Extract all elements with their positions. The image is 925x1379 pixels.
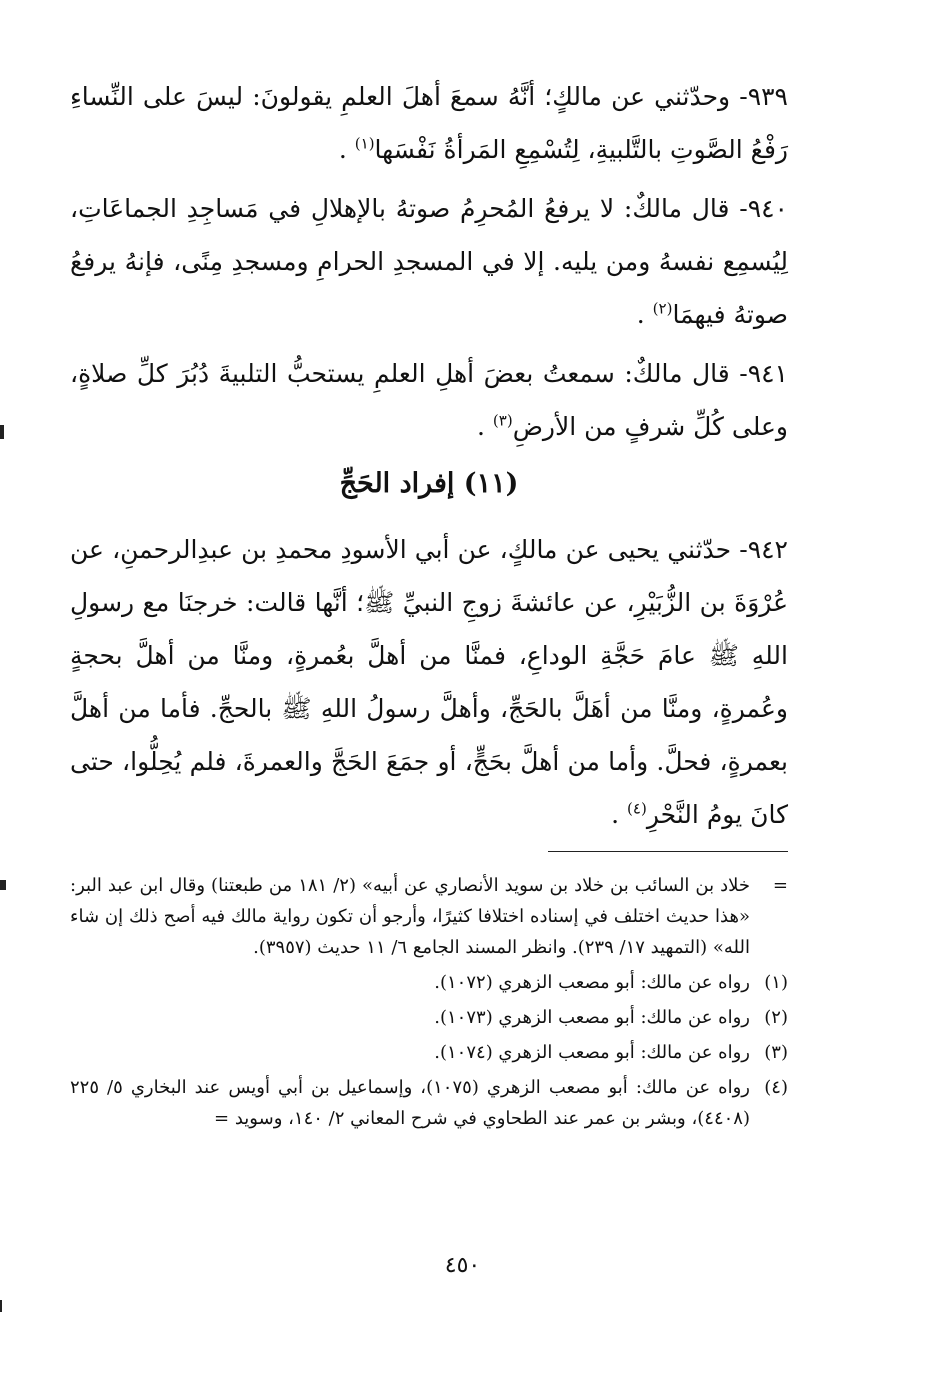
scan-edge-mark — [0, 425, 4, 439]
footnote-reference[interactable]: (٣) — [492, 411, 513, 430]
footnote-continuation — [70, 870, 788, 963]
paragraph-end: . — [636, 300, 653, 329]
paragraph-text: ٩٣٩- وحدّثني عن مالكٍ؛ أنَّهُ سمعَ أهلَ العلمِ يقولونَ: ليسَ على النِّساءِ رَفْعُ الصَّوتِ بالتَّلبيةِ، لِتُسْمِعِ المَرأةُ نَفْسَها — [70, 82, 788, 164]
footnote-1 — [70, 967, 788, 998]
footnote-reference[interactable]: (٢) — [652, 299, 673, 318]
section-heading: (١١) إفراد الحَجِّ — [339, 468, 519, 499]
document-page — [70, 70, 788, 1138]
paragraph-end: . — [611, 800, 628, 829]
paragraph-text: ٩٤٢- حدّثني يحيى عن مالكٍ، عن أبي الأسودِ محمدِ بن عبدِالرحمنِ، عن عُرْوَةَ بن الزُّبَيْرِ، عن عائشةَ زوجِ النبيِّ ﷺ؛ أنَّها قالت: خرجنَا مع رسولِ اللهِ ﷺ عامَ حَجَّةِ الوداعِ، فمنَّا من أهلَّ بعُمرةٍ، ومنَّا من أهلَّ بحجةٍ وعُمرةٍ، ومنَّا من أهَلَّ بالحَجِّ، وأهلَّ رسولُ اللهِ ﷺ بالحجِّ. فأما من أهلَّ بعمرةٍ، فحلَّ. وأما من أهلَّ بحَجٍّ، أو جمَعَ الحَجَّ والعمرةَ، فلم يُحِلُّوا، حتى كانَ يومُ النَّحْرِ — [70, 535, 788, 829]
page-number: ٤٥٠ — [444, 1253, 481, 1278]
footnote-reference[interactable]: (٤) — [627, 799, 647, 818]
scan-edge-mark — [0, 1300, 2, 1312]
footnotes — [70, 870, 788, 1134]
footnote-text: رواه عن مالك: أبو مصعب الزهري (١٠٧٢). — [434, 972, 750, 993]
paragraph-end: . — [338, 135, 355, 164]
footnote-text: رواه عن مالك: أبو مصعب الزهري (١٠٧٥)، وإسماعيل بن أبي أويس عند البخاري ٥/ ٢٢٥ (٤٤٠٨)، وبشر بن عمر عند الطحاوي في شرح المعاني ٢/ ١٤٠، وسويد = — [70, 1077, 750, 1129]
footnote-text: رواه عن مالك: أبو مصعب الزهري (١٠٧٤). — [434, 1042, 750, 1063]
footnote-divider — [548, 851, 788, 852]
footnote-3 — [70, 1037, 788, 1068]
footnote-mark: (١) — [764, 972, 788, 993]
paragraph-942 — [70, 523, 788, 841]
paragraph-939 — [70, 70, 788, 176]
footnote-text: خلاد بن السائب بن خلاد بن سويد الأنصاري عن أبيه» (٢/ ١٨١ من طبعتنا) وقال ابن عبد البر: «هذا حديث اختلف في إسناده اختلافا كثيرًا، وأرجو أن تكون رواية مالك فيه أصح ذلك إن شاء الله» (التمهيد ١٧/ ٢٣٩). وانظر المسند الجامع ٦/ ١١ حديث (٣٩٥٧). — [70, 875, 751, 958]
footnote-text: رواه عن مالك: أبو مصعب الزهري (١٠٧٣). — [434, 1007, 750, 1028]
footnote-mark: (٣) — [764, 1042, 788, 1063]
footnote-mark: (٢) — [764, 1007, 788, 1028]
footnote-4 — [70, 1072, 788, 1134]
paragraph-text: ٩٤١- قال مالكٌ: سمعتُ بعضَ أهلِ العلمِ يستحبُّ التلبيةَ دُبُرَ كلِّ صلاةٍ، وعلى كُلِّ شرفٍ من الأرضِ — [70, 359, 788, 441]
paragraph-941 — [70, 347, 788, 453]
paragraph-940 — [70, 182, 788, 341]
footnote-mark: = — [772, 875, 788, 896]
paragraph-text: ٩٤٠- قال مالكٌ: لا يرفعُ المُحرِمُ صوتهُ بالإهلالِ في مَساجِدِ الجماعَاتِ، لِيُسمِع نفسهُ ومن يليه. إلا في المسجدِ الحرامِ ومسجدِ مِنًى، فإنهُ يرفعُ صوتهُ فيهمَا — [70, 194, 788, 329]
footnote-2 — [70, 1002, 788, 1033]
paragraph-end: . — [477, 412, 493, 441]
footnote-mark: (٤) — [764, 1077, 788, 1098]
footnote-reference[interactable]: (١) — [354, 134, 375, 153]
scan-edge-mark — [0, 880, 6, 890]
